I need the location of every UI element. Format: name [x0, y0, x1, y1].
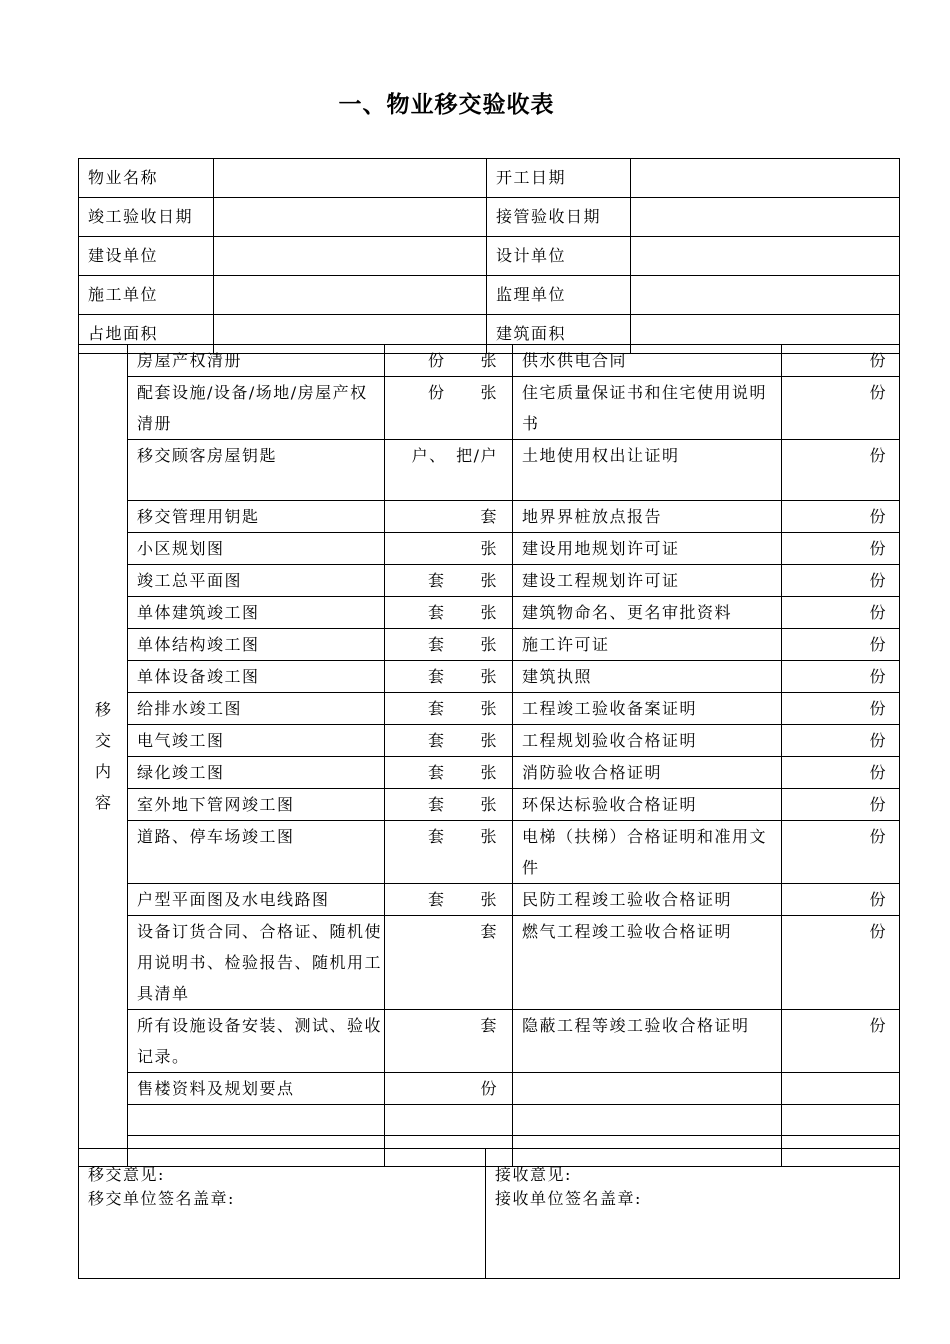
item-name: 给排水竣工图: [128, 693, 385, 725]
item-quantity[interactable]: 套 张: [385, 565, 513, 597]
item-name: 售楼资料及规划要点: [128, 1073, 385, 1105]
document-quantity[interactable]: [782, 1073, 900, 1105]
table-row: [79, 629, 900, 661]
document-quantity[interactable]: 份: [782, 693, 900, 725]
table-row: [79, 884, 900, 916]
item-quantity[interactable]: 份: [385, 1073, 513, 1105]
info-value-field[interactable]: [214, 276, 487, 315]
document-name: [513, 1105, 782, 1136]
table-row: [79, 440, 900, 501]
document-quantity[interactable]: 份: [782, 597, 900, 629]
document-quantity[interactable]: 份: [782, 884, 900, 916]
handover-sign-label: 移交单位签名盖章:: [88, 1189, 235, 1208]
item-quantity[interactable]: 套 张: [385, 884, 513, 916]
item-quantity[interactable]: 份 张: [385, 377, 513, 440]
item-quantity[interactable]: 套 张: [385, 693, 513, 725]
table-row: [79, 1010, 900, 1073]
document-quantity[interactable]: 份: [782, 377, 900, 440]
table-row: [79, 377, 900, 440]
section-label: [79, 345, 128, 1167]
item-quantity[interactable]: 套 张: [385, 757, 513, 789]
item-name: [128, 1105, 385, 1136]
item-name: 移交顾客房屋钥匙: [128, 440, 385, 501]
info-label: 接管验收日期: [487, 198, 631, 237]
item-name: 单体建筑竣工图: [128, 597, 385, 629]
item-quantity[interactable]: 份 张: [385, 345, 513, 377]
document-name: 住宅质量保证书和住宅使用说明书: [513, 377, 782, 440]
item-name: 竣工总平面图: [128, 565, 385, 597]
document-quantity[interactable]: 份: [782, 916, 900, 1010]
document-name: 燃气工程竣工验收合格证明: [513, 916, 782, 1010]
signature-table: [78, 1148, 900, 1279]
document-name: 工程规划验收合格证明: [513, 725, 782, 757]
item-name: 配套设施/设备/场地/房屋产权清册: [128, 377, 385, 440]
document-quantity[interactable]: 份: [782, 533, 900, 565]
document-name: 环保达标验收合格证明: [513, 789, 782, 821]
table-row: [79, 1073, 900, 1105]
table-row: [79, 693, 900, 725]
item-name: 移交管理用钥匙: [128, 501, 385, 533]
document-quantity[interactable]: 份: [782, 565, 900, 597]
info-label: 竣工验收日期: [79, 198, 214, 237]
table-row: [79, 1105, 900, 1136]
info-value-field[interactable]: [214, 198, 487, 237]
info-value-field[interactable]: [214, 159, 487, 198]
document-quantity[interactable]: 份: [782, 821, 900, 884]
item-name: 户型平面图及水电线路图: [128, 884, 385, 916]
table-row: [79, 501, 900, 533]
table-row: [79, 533, 900, 565]
property-info-table: [78, 158, 900, 354]
table-row: [79, 916, 900, 1010]
document-quantity[interactable]: 份: [782, 345, 900, 377]
document-name: 隐蔽工程等竣工验收合格证明: [513, 1010, 782, 1073]
document-quantity[interactable]: 份: [782, 501, 900, 533]
section-label-char: 内: [94, 761, 111, 781]
document-name: 建筑执照: [513, 661, 782, 693]
document-quantity[interactable]: 份: [782, 440, 900, 501]
item-quantity[interactable]: 套 张: [385, 821, 513, 884]
page-title: 一、物业移交验收表: [338, 92, 555, 118]
info-label: 建设单位: [79, 237, 214, 276]
info-row: [79, 159, 900, 198]
table-row: [79, 725, 900, 757]
info-label: 建筑面积: [487, 315, 631, 354]
info-value-field[interactable]: [631, 237, 900, 276]
section-label-char: 容: [94, 792, 111, 812]
info-row: [79, 237, 900, 276]
info-label: 物业名称: [79, 159, 214, 198]
table-row: [79, 661, 900, 693]
item-quantity[interactable]: [385, 1105, 513, 1136]
document-name: 消防验收合格证明: [513, 757, 782, 789]
document-name: 土地使用权出让证明: [513, 440, 782, 501]
document-name: 工程竣工验收备案证明: [513, 693, 782, 725]
document-quantity[interactable]: 份: [782, 629, 900, 661]
item-quantity[interactable]: 套 张: [385, 725, 513, 757]
item-quantity[interactable]: 套: [385, 916, 513, 1010]
item-name: 小区规划图: [128, 533, 385, 565]
handover-opinion-cell[interactable]: [79, 1149, 486, 1279]
info-label: 设计单位: [487, 237, 631, 276]
item-name: 单体设备竣工图: [128, 661, 385, 693]
item-name: 绿化竣工图: [128, 757, 385, 789]
document-quantity[interactable]: [782, 1105, 900, 1136]
handover-items-table: [78, 344, 900, 1167]
table-row: [79, 821, 900, 884]
info-row: [79, 276, 900, 315]
document-name: [513, 1073, 782, 1105]
item-name: 单体结构竣工图: [128, 629, 385, 661]
info-value-field[interactable]: [631, 276, 900, 315]
document-quantity[interactable]: 份: [782, 661, 900, 693]
info-value-field[interactable]: [214, 237, 487, 276]
document-name: 建筑物命名、更名审批资料: [513, 597, 782, 629]
info-value-field[interactable]: [631, 159, 900, 198]
section-label-char: 移: [94, 699, 111, 719]
receive-opinion-label: 接收意见:: [495, 1165, 572, 1184]
document-quantity[interactable]: 份: [782, 789, 900, 821]
item-quantity[interactable]: 张: [385, 533, 513, 565]
table-row: [79, 789, 900, 821]
document-name: 地界界桩放点报告: [513, 501, 782, 533]
info-label: 施工单位: [79, 276, 214, 315]
info-label: 开工日期: [487, 159, 631, 198]
item-quantity[interactable]: 户、 把/户: [385, 440, 513, 501]
document-name: 建设用地规划许可证: [513, 533, 782, 565]
document-name: 建设工程规划许可证: [513, 565, 782, 597]
document-name: 民防工程竣工验收合格证明: [513, 884, 782, 916]
item-name: 设备订货合同、合格证、随机使用说明书、检验报告、随机用工具清单: [128, 916, 385, 1010]
document-name: 供水供电合同: [513, 345, 782, 377]
item-quantity[interactable]: 套 张: [385, 597, 513, 629]
table-row: [79, 757, 900, 789]
table-row: [79, 565, 900, 597]
receive-sign-label: 接收单位签名盖章:: [495, 1189, 642, 1208]
table-row: [79, 597, 900, 629]
item-name: 所有设施设备安装、测试、验收记录。: [128, 1010, 385, 1073]
item-name: 室外地下管网竣工图: [128, 789, 385, 821]
document-name: 施工许可证: [513, 629, 782, 661]
item-quantity[interactable]: 套 张: [385, 629, 513, 661]
item-quantity[interactable]: 套: [385, 1010, 513, 1073]
section-label-char: 交: [94, 730, 111, 750]
info-value-field[interactable]: [631, 198, 900, 237]
item-name: 道路、停车场竣工图: [128, 821, 385, 884]
document-name: 电梯（扶梯）合格证明和准用文件: [513, 821, 782, 884]
item-quantity[interactable]: 套 张: [385, 789, 513, 821]
document-quantity[interactable]: 份: [782, 757, 900, 789]
document-quantity[interactable]: 份: [782, 725, 900, 757]
item-quantity[interactable]: 套: [385, 501, 513, 533]
item-name: 房屋产权清册: [128, 345, 385, 377]
handover-opinion-label: 移交意见:: [88, 1165, 165, 1184]
info-label: 监理单位: [487, 276, 631, 315]
document-quantity[interactable]: 份: [782, 1010, 900, 1073]
item-quantity[interactable]: 套 张: [385, 661, 513, 693]
table-row: [79, 345, 900, 377]
info-label: 占地面积: [79, 315, 214, 354]
info-row: [79, 198, 900, 237]
item-name: 电气竣工图: [128, 725, 385, 757]
receive-opinion-cell[interactable]: [486, 1149, 900, 1279]
